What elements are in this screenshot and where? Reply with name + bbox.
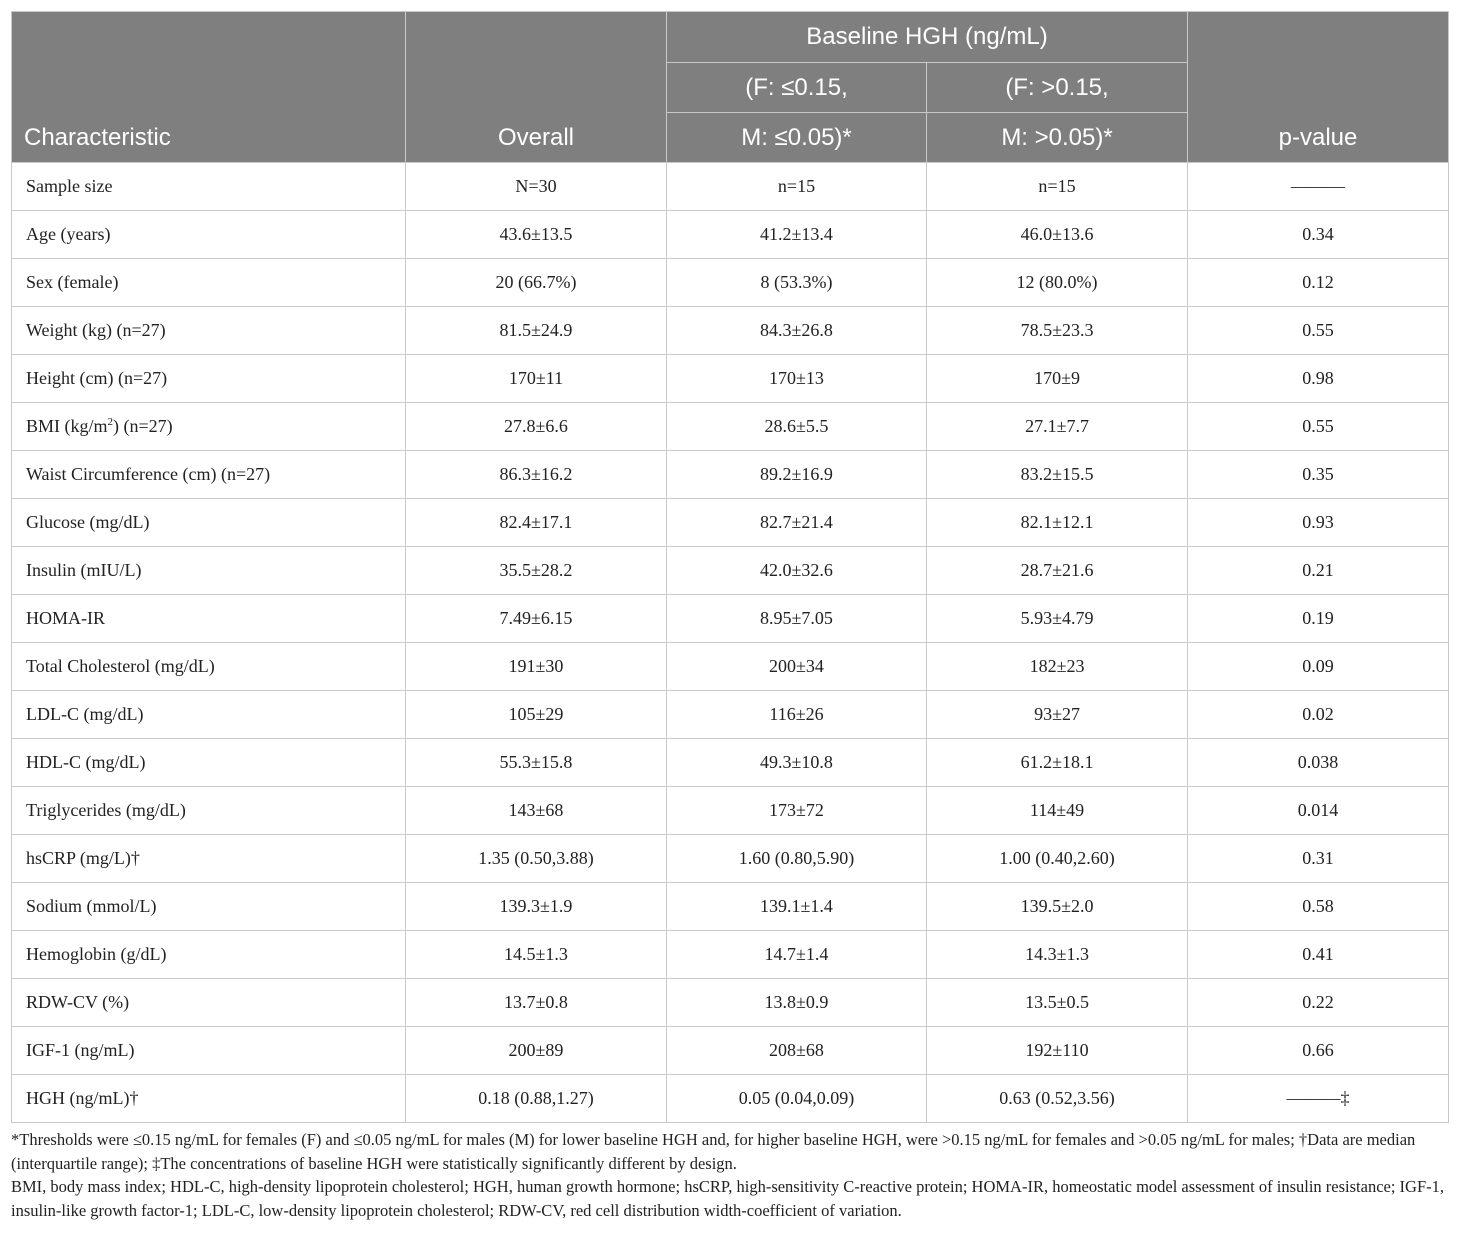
- row-label: Triglycerides (mg/dL): [12, 787, 406, 835]
- cell-high-hgh: 27.1±7.7: [927, 403, 1188, 451]
- cell-high-hgh: 192±110: [927, 1027, 1188, 1075]
- table-row: [12, 883, 1449, 931]
- cell-low-hgh: n=15: [667, 163, 927, 211]
- cell-overall: N=30: [406, 163, 667, 211]
- cell-p-value: 0.93: [1188, 499, 1449, 547]
- bmi-label-superscript: 2: [107, 416, 114, 428]
- cell-p-value: 0.55: [1188, 403, 1449, 451]
- table-header: [12, 12, 1449, 163]
- cell-p-value: 0.09: [1188, 643, 1449, 691]
- cell-low-hgh: 41.2±13.4: [667, 211, 927, 259]
- cell-p-value: 0.19: [1188, 595, 1449, 643]
- cell-low-hgh: 14.7±1.4: [667, 931, 927, 979]
- cell-high-hgh: 61.2±18.1: [927, 739, 1188, 787]
- table-row: [12, 547, 1449, 595]
- cell-overall: 81.5±24.9: [406, 307, 667, 355]
- table-row: [12, 835, 1449, 883]
- row-label: Height (cm) (n=27): [12, 355, 406, 403]
- cell-p-value: 0.34: [1188, 211, 1449, 259]
- row-label: Sample size: [12, 163, 406, 211]
- bmi-label-prefix: BMI (kg/m: [26, 416, 108, 436]
- cell-overall: 170±11: [406, 355, 667, 403]
- cell-low-hgh: 8 (53.3%): [667, 259, 927, 307]
- row-label: Sex (female): [12, 259, 406, 307]
- table-row: [12, 643, 1449, 691]
- cell-high-hgh: 14.3±1.3: [927, 931, 1188, 979]
- table-row: [12, 595, 1449, 643]
- table-row: [12, 499, 1449, 547]
- header-baseline-hgh-group: Baseline HGH (ng/mL): [667, 12, 1188, 63]
- cell-overall: 7.49±6.15: [406, 595, 667, 643]
- cell-low-hgh: 42.0±32.6: [667, 547, 927, 595]
- row-label: RDW-CV (%): [12, 979, 406, 1027]
- cell-low-hgh: 89.2±16.9: [667, 451, 927, 499]
- characteristics-table: [11, 11, 1449, 1123]
- cell-low-hgh: 170±13: [667, 355, 927, 403]
- cell-p-value: 0.014: [1188, 787, 1449, 835]
- cell-low-hgh: 139.1±1.4: [667, 883, 927, 931]
- row-label: Total Cholesterol (mg/dL): [12, 643, 406, 691]
- table-row: [12, 355, 1449, 403]
- table-row: [12, 931, 1449, 979]
- table-row: [12, 451, 1449, 499]
- cell-low-hgh: 82.7±21.4: [667, 499, 927, 547]
- header-high-hgh-line2: M: >0.05)*: [927, 113, 1188, 163]
- cell-low-hgh: 28.6±5.5: [667, 403, 927, 451]
- cell-high-hgh: 139.5±2.0: [927, 883, 1188, 931]
- cell-overall: 55.3±15.8: [406, 739, 667, 787]
- table-row: [12, 691, 1449, 739]
- cell-low-hgh: 173±72: [667, 787, 927, 835]
- table-row: [12, 1027, 1449, 1075]
- cell-high-hgh: 1.00 (0.40,2.60): [927, 835, 1188, 883]
- cell-overall: 0.18 (0.88,1.27): [406, 1075, 667, 1123]
- cell-high-hgh: 0.63 (0.52,3.56): [927, 1075, 1188, 1123]
- cell-overall: 27.8±6.6: [406, 403, 667, 451]
- cell-low-hgh: 1.60 (0.80,5.90): [667, 835, 927, 883]
- header-overall: Overall: [406, 12, 667, 163]
- table-footnotes: [11, 1128, 1448, 1222]
- cell-overall: 191±30: [406, 643, 667, 691]
- row-label: IGF-1 (ng/mL): [12, 1027, 406, 1075]
- bmi-label-suffix: ) (n=27): [113, 416, 173, 436]
- cell-p-value: 0.31: [1188, 835, 1449, 883]
- cell-high-hgh: 78.5±23.3: [927, 307, 1188, 355]
- cell-p-value: 0.58: [1188, 883, 1449, 931]
- table-row: [12, 739, 1449, 787]
- cell-overall: 14.5±1.3: [406, 931, 667, 979]
- cell-p-value: 0.21: [1188, 547, 1449, 595]
- characteristics-table-container: [11, 11, 1448, 1123]
- cell-p-value: 0.02: [1188, 691, 1449, 739]
- cell-overall: 139.3±1.9: [406, 883, 667, 931]
- row-label: Insulin (mIU/L): [12, 547, 406, 595]
- table-row: [12, 787, 1449, 835]
- cell-overall: 86.3±16.2: [406, 451, 667, 499]
- cell-p-value: 0.22: [1188, 979, 1449, 1027]
- cell-high-hgh: 28.7±21.6: [927, 547, 1188, 595]
- table-row: [12, 1075, 1449, 1123]
- table-row: [12, 211, 1449, 259]
- cell-low-hgh: 8.95±7.05: [667, 595, 927, 643]
- row-label: Glucose (mg/dL): [12, 499, 406, 547]
- cell-high-hgh: 5.93±4.79: [927, 595, 1188, 643]
- cell-low-hgh: 208±68: [667, 1027, 927, 1075]
- cell-p-value: 0.12: [1188, 259, 1449, 307]
- cell-p-value: 0.98: [1188, 355, 1449, 403]
- cell-p-value: 0.038: [1188, 739, 1449, 787]
- table-row: [12, 163, 1449, 211]
- cell-high-hgh: 170±9: [927, 355, 1188, 403]
- cell-low-hgh: 116±26: [667, 691, 927, 739]
- cell-high-hgh: 46.0±13.6: [927, 211, 1188, 259]
- cell-high-hgh: 182±23: [927, 643, 1188, 691]
- row-label: Waist Circumference (cm) (n=27): [12, 451, 406, 499]
- table-row: [12, 259, 1449, 307]
- cell-overall: 200±89: [406, 1027, 667, 1075]
- table-body: [12, 163, 1449, 1123]
- cell-low-hgh: 200±34: [667, 643, 927, 691]
- cell-p-value: ———: [1188, 163, 1449, 211]
- row-label: [12, 403, 406, 451]
- cell-overall: 1.35 (0.50,3.88): [406, 835, 667, 883]
- cell-high-hgh: 13.5±0.5: [927, 979, 1188, 1027]
- cell-high-hgh: 93±27: [927, 691, 1188, 739]
- header-low-hgh-line1: (F: ≤0.15,: [667, 63, 927, 113]
- row-label: Hemoglobin (g/dL): [12, 931, 406, 979]
- header-high-hgh-line1: (F: >0.15,: [927, 63, 1188, 113]
- table-row: [12, 403, 1449, 451]
- cell-low-hgh: 13.8±0.9: [667, 979, 927, 1027]
- table-row: [12, 979, 1449, 1027]
- row-label: LDL-C (mg/dL): [12, 691, 406, 739]
- row-label: hsCRP (mg/L)†: [12, 835, 406, 883]
- cell-overall: 43.6±13.5: [406, 211, 667, 259]
- row-label: HDL-C (mg/dL): [12, 739, 406, 787]
- cell-p-value: 0.35: [1188, 451, 1449, 499]
- cell-overall: 35.5±28.2: [406, 547, 667, 595]
- header-characteristic: Characteristic: [12, 12, 406, 163]
- row-label: Age (years): [12, 211, 406, 259]
- header-low-hgh-line2: M: ≤0.05)*: [667, 113, 927, 163]
- cell-low-hgh: 49.3±10.8: [667, 739, 927, 787]
- cell-low-hgh: 84.3±26.8: [667, 307, 927, 355]
- row-label: HOMA-IR: [12, 595, 406, 643]
- footnote-thresholds: *Thresholds were ≤0.15 ng/mL for females (F) and ≤0.05 ng/mL for males (M) for lower baseline HGH and, for higher baseline HGH, were >0.15 ng/mL for females and >0.05 ng/mL for males; †Data are median (interquartile range); ‡The concentrations of baseline HGH were statistically significantly different by design.: [11, 1130, 1416, 1173]
- cell-high-hgh: 82.1±12.1: [927, 499, 1188, 547]
- cell-p-value: 0.41: [1188, 931, 1449, 979]
- cell-p-value: 0.55: [1188, 307, 1449, 355]
- cell-overall: 105±29: [406, 691, 667, 739]
- cell-overall: 82.4±17.1: [406, 499, 667, 547]
- cell-high-hgh: n=15: [927, 163, 1188, 211]
- cell-overall: 20 (66.7%): [406, 259, 667, 307]
- cell-p-value: ———‡: [1188, 1075, 1449, 1123]
- row-label: Weight (kg) (n=27): [12, 307, 406, 355]
- footnote-abbreviations: BMI, body mass index; HDL-C, high-density lipoprotein cholesterol; HGH, human growth hormone; hsCRP, high-sensitivity C-reactive protein; HOMA-IR, homeostatic model assessment of insulin resistance; IGF-1, insulin-like growth factor-1; LDL-C, low-density lipoprotein cholesterol; RDW-CV, red cell distribution width-coefficient of variation.: [11, 1177, 1445, 1220]
- table-row: [12, 307, 1449, 355]
- cell-overall: 13.7±0.8: [406, 979, 667, 1027]
- cell-high-hgh: 83.2±15.5: [927, 451, 1188, 499]
- cell-high-hgh: 12 (80.0%): [927, 259, 1188, 307]
- cell-low-hgh: 0.05 (0.04,0.09): [667, 1075, 927, 1123]
- cell-high-hgh: 114±49: [927, 787, 1188, 835]
- cell-overall: 143±68: [406, 787, 667, 835]
- header-p-value: p-value: [1188, 12, 1449, 163]
- row-label: Sodium (mmol/L): [12, 883, 406, 931]
- cell-p-value: 0.66: [1188, 1027, 1449, 1075]
- row-label: HGH (ng/mL)†: [12, 1075, 406, 1123]
